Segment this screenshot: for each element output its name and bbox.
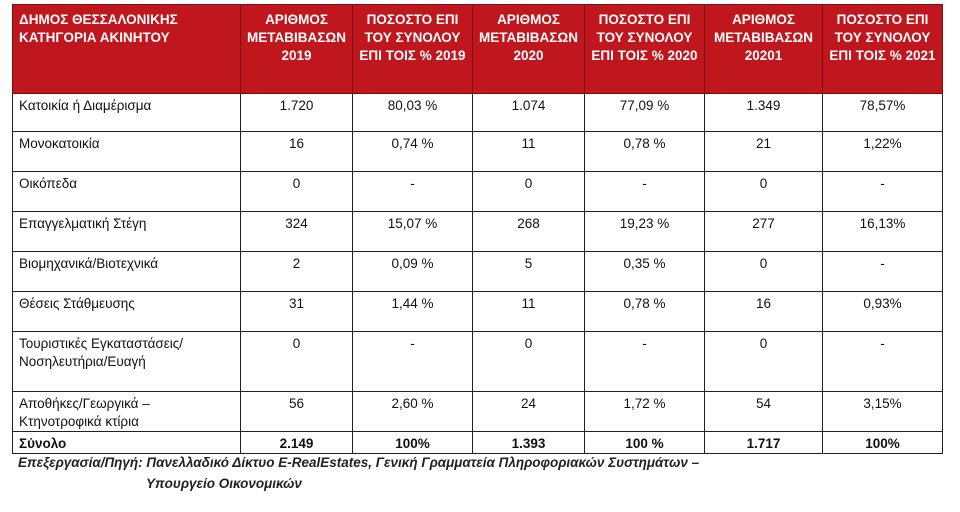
total-label: Σύνολο <box>13 432 241 454</box>
table-total-row <box>13 432 943 454</box>
cell-value: 1,22% <box>823 132 943 172</box>
cell-value: 0 <box>241 332 353 392</box>
cell-value: 5 <box>473 252 585 292</box>
cell-value: - <box>585 332 705 392</box>
cell-value: 0 <box>705 172 823 212</box>
source-note <box>18 452 699 494</box>
cell-value: 3,15% <box>823 392 943 432</box>
header-transfers-2021: ΑΡΙΘΜΟΣ ΜΕΤΑΒΙΒΑΣΩΝ 20201 <box>705 5 823 94</box>
row-label: Μονοκατοικία <box>13 132 241 172</box>
cell-value: 0 <box>473 332 585 392</box>
header-share-2021: ΠΟΣΟΣΤΟ ΕΠΙ ΤΟΥ ΣΥΝΟΛΟΥ ΕΠΙ ΤΟΙΣ % 2021 <box>823 5 943 94</box>
cell-value: 324 <box>241 212 353 252</box>
cell-value: 268 <box>473 212 585 252</box>
cell-value: 1,72 % <box>585 392 705 432</box>
cell-value: 15,07 % <box>353 212 473 252</box>
table-row <box>13 392 943 432</box>
cell-value: 31 <box>241 292 353 332</box>
source-note-line1: Επεξεργασία/Πηγή: Πανελλαδικό Δίκτυο E-RealEstates, Γενική Γραμματεία Πληροφοριακών Συστημάτων – <box>18 455 700 470</box>
cell-value: 19,23 % <box>585 212 705 252</box>
cell-value: 11 <box>473 292 585 332</box>
cell-value: 11 <box>473 132 585 172</box>
total-value: 2.149 <box>241 432 353 454</box>
total-value: 1.717 <box>705 432 823 454</box>
header-share-2019: ΠΟΣΟΣΤΟ ΕΠΙ ΤΟΥ ΣΥΝΟΛΟΥ ΕΠΙ ΤΟΙΣ % 2019 <box>353 5 473 94</box>
cell-value: 0 <box>241 172 353 212</box>
cell-value: 54 <box>705 392 823 432</box>
total-value: 100% <box>823 432 943 454</box>
row-label: Επαγγελματική Στέγη <box>13 212 241 252</box>
cell-value: - <box>823 332 943 392</box>
cell-value: - <box>585 172 705 212</box>
cell-value: - <box>353 172 473 212</box>
table-row <box>13 172 943 212</box>
cell-value: 0,78 % <box>585 292 705 332</box>
header-share-2020: ΠΟΣΟΣΤΟ ΕΠΙ ΤΟΥ ΣΥΝΟΛΟΥ ΕΠΙ ΤΟΙΣ % 2020 <box>585 5 705 94</box>
cell-value: 0,78 % <box>585 132 705 172</box>
header-transfers-2020: ΑΡΙΘΜΟΣ ΜΕΤΑΒΙΒΑΣΩΝ 2020 <box>473 5 585 94</box>
total-value: 100% <box>353 432 473 454</box>
table-row <box>13 94 943 132</box>
cell-value: 0,35 % <box>585 252 705 292</box>
cell-value: 0 <box>473 172 585 212</box>
header-category: ΔΗΜΟΣ ΘΕΣΣΑΛΟΝΙΚΗΣ ΚΑΤΗΓΟΡΙΑ ΑΚΙΝΗΤΟΥ <box>13 5 241 94</box>
real-estate-transfers-table <box>12 4 943 454</box>
cell-value: 56 <box>241 392 353 432</box>
cell-value: 1,44 % <box>353 292 473 332</box>
table-row <box>13 252 943 292</box>
cell-value: 24 <box>473 392 585 432</box>
table-row <box>13 332 943 392</box>
cell-value: 1.074 <box>473 94 585 132</box>
cell-value: 0,93% <box>823 292 943 332</box>
cell-value: 16 <box>241 132 353 172</box>
row-label: Βιομηχανικά/Βιοτεχνικά <box>13 252 241 292</box>
real-estate-transfers-table-container <box>12 4 942 454</box>
table-row <box>13 292 943 332</box>
cell-value: 0 <box>705 332 823 392</box>
total-value: 1.393 <box>473 432 585 454</box>
cell-value: 0,74 % <box>353 132 473 172</box>
cell-value: 21 <box>705 132 823 172</box>
total-value: 100 % <box>585 432 705 454</box>
header-transfers-2019: ΑΡΙΘΜΟΣ ΜΕΤΑΒΙΒΑΣΩΝ 2019 <box>241 5 353 94</box>
source-note-line2: Υπουργείο Οικονομικών <box>146 476 302 491</box>
row-label: Αποθήκες/Γεωργικά – Κτηνοτροφικά κτίρια <box>13 392 241 432</box>
cell-value: 277 <box>705 212 823 252</box>
cell-value: 1.720 <box>241 94 353 132</box>
row-label: Κατοικία ή Διαμέρισμα <box>13 94 241 132</box>
cell-value: 1.349 <box>705 94 823 132</box>
table-row <box>13 212 943 252</box>
cell-value: 77,09 % <box>585 94 705 132</box>
cell-value: 16,13% <box>823 212 943 252</box>
row-label: Θέσεις Στάθμευσης <box>13 292 241 332</box>
cell-value: 2,60 % <box>353 392 473 432</box>
table-row <box>13 132 943 172</box>
cell-value: 80,03 % <box>353 94 473 132</box>
cell-value: 2 <box>241 252 353 292</box>
cell-value: 0 <box>705 252 823 292</box>
cell-value: 16 <box>705 292 823 332</box>
cell-value: - <box>353 332 473 392</box>
table-header-row <box>13 5 943 94</box>
row-label: Οικόπεδα <box>13 172 241 212</box>
cell-value: - <box>823 172 943 212</box>
cell-value: - <box>823 252 943 292</box>
cell-value: 78,57% <box>823 94 943 132</box>
cell-value: 0,09 % <box>353 252 473 292</box>
row-label: Τουριστικές Εγκαταστάσεις/Νοσηλευτήρια/Ευαγή <box>13 332 241 392</box>
